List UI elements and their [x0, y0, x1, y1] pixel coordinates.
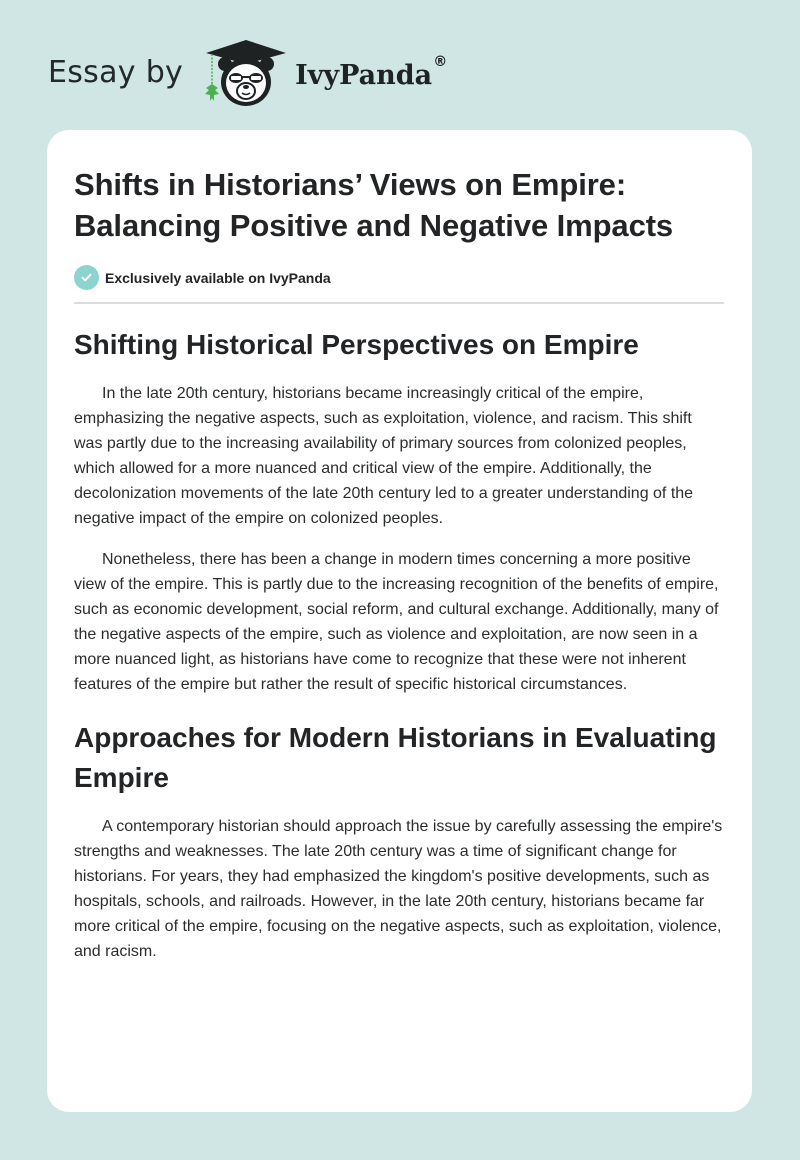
- title-divider: [74, 302, 724, 304]
- panda-logo-icon[interactable]: [201, 36, 291, 112]
- brand-name-text: IvyPanda: [295, 59, 433, 91]
- paragraph: Nonetheless, there has been a change in modern times concerning a more positive view of the empire. This is partly due to the increasing recognition of the benefits of empire, such as economic development, social reform, and cultural exchange. Additionally, many of the negative aspects of the empire, such as violence and exploitation, are now seen in a more nuanced light, as historians have come to recognize that these were not inherent features of the empire but rather the result of specific historical circumstances.: [74, 551, 719, 693]
- check-circle-icon: [74, 265, 99, 290]
- section-heading: Shifting Historical Perspectives on Empire: [74, 329, 639, 360]
- site-header: [48, 36, 447, 112]
- brand-name[interactable]: [295, 53, 448, 91]
- essay-card: [47, 130, 752, 1112]
- section-approaches: [74, 718, 724, 964]
- section-shifting-perspectives: [74, 325, 724, 697]
- exclusive-badge: [74, 265, 724, 290]
- paragraph: A contemporary historian should approach the issue by carefully assessing the empire's strengths and weaknesses. The late 20th century was a time of significant change for historians. For years, they had emphasized the kingdom's positive developments, such as hospitals, schools, and railroads. However, in the late 20th century, historians became far more critical of the empire, focusing on the negative aspects, such as exploitation, violence, and racism.: [74, 818, 723, 960]
- essay-title: Shifts in Historians’ Views on Empire: Balancing Positive and Negative Impacts: [74, 167, 674, 243]
- registered-mark: ®: [433, 53, 448, 70]
- essay-by-label: Essay by: [48, 54, 184, 90]
- paragraph: In the late 20th century, historians became increasingly critical of the empire, emphasizing the negative aspects, such as exploitation, violence, and racism. This shift was partly due to the increasing availability of primary sources from colonized peoples, which allowed for a more nuanced and critical view of the empire. Additionally, the decolonization movements of the late 20th century led to a greater understanding of the negative impact of the empire on colonized peoples.: [74, 385, 694, 527]
- section-heading: Approaches for Modern Historians in Evaluating Empire: [74, 722, 717, 793]
- exclusive-badge-text: Exclusively available on IvyPanda: [105, 269, 331, 286]
